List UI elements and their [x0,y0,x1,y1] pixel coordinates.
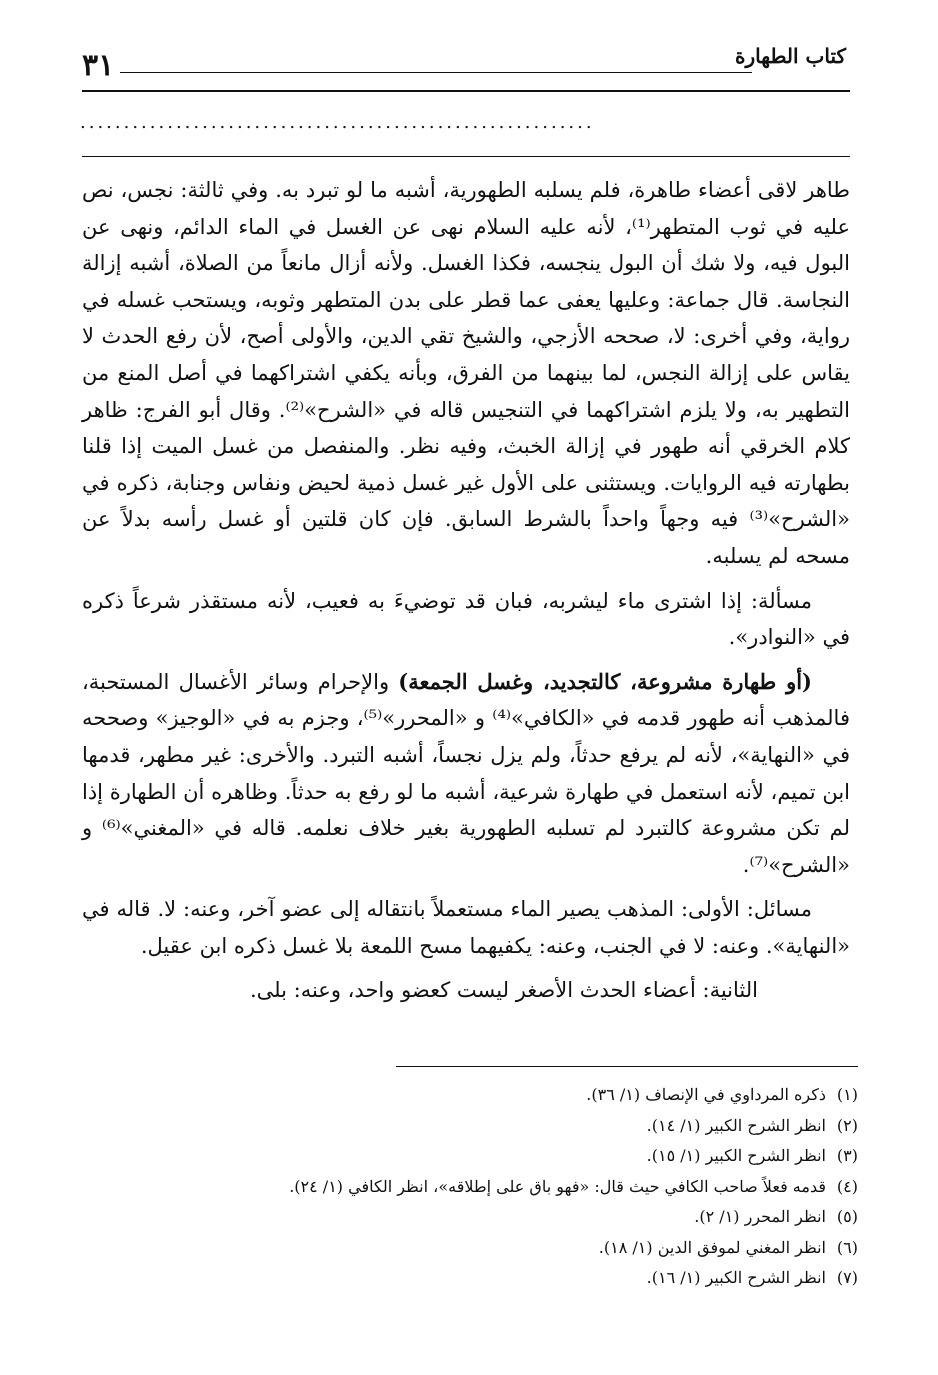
footnote-text: انظر الشرح الكبير (١/ ١٦). [646,1268,826,1287]
footnote-text: انظر المغني لموفق الدين (١/ ١٨). [598,1237,826,1257]
footnote-text: ذكره المرداوي في الإنصاف (١/ ٣٦). [586,1085,826,1104]
footnotes [120,1080,858,1294]
matn-separator-rule [82,156,850,157]
header-rule [82,90,850,92]
footnote-number: (٧) [836,1268,858,1287]
footnote-number: (١) [836,1085,858,1104]
footnote-1 [120,1080,858,1111]
matn-quote: (أو طهارة مشروعة، كالتجديد، وغسل الجمعة) [398,668,812,694]
footnote-number: (٢) [836,1115,858,1135]
footnote-number: (٦) [836,1237,858,1257]
commentary-body [82,172,850,1009]
footnote-number: (٤) [836,1176,858,1196]
paragraph-2: مسألة: إذا اشترى ماء ليشربه، فبان قد توضيءَ به فعيب، لأنه مستقذر شرعاً ذكره في «النوادر». [82,588,850,650]
footnote-3 [120,1141,858,1172]
footnote-text: انظر الشرح الكبير (١/ ١٤). [646,1115,826,1135]
footnote-7 [120,1263,858,1294]
footnote-text: قدمه فعلاً صاحب الكافي حيث قال: «فهو باق على إطلاقه»، انظر الكافي (١/ ٢٤). [289,1176,826,1196]
footnote-4 [120,1172,858,1203]
paragraph-3 [82,664,850,884]
footnote-rule [396,1066,858,1067]
footnote-5 [120,1202,858,1233]
footnote-number: (٣) [836,1146,858,1165]
footnote-2 [120,1111,858,1142]
running-header-title: كتاب الطهارة [735,44,846,68]
header-line [120,72,752,73]
dotted-separator: ........................................................... [80,112,595,133]
footnote-text: انظر المحرر (١/ ٢). [694,1207,826,1226]
paragraph-3-text: والإحرام وسائر الأغسال المستحبة، فالمذهب أنه طهور قدمه في «الكافي»⁽⁴⁾ و «المحرر»⁽⁵⁾، وجزم به في «الوجيز» وصححه في «النهاية»، لأنه لم يرفع حدثاً، ولم يزل نجساً، أشبه التبرد. والأخرى: غير مطهر، قدمها ابن تميم، لأنه استعمل في طهارة شرعية، أشبه ما لو رفع به حدثاً. وظاهره أن الطهارة إذا لم تكن مشروعة كالتبرد لم تسلبه الطهورية بغير خلاف نعلمه. قاله في «المغني»⁽⁶⁾ و «الشرح»⁽⁷⁾. [82,669,850,877]
footnote-number: (٥) [836,1207,858,1226]
footnote-text: انظر الشرح الكبير (١/ ١٥). [646,1146,826,1165]
paragraph-5: الثانية: أعضاء الحدث الأصغر ليست كعضو واحد، وعنه: بلى. [249,978,758,1003]
page-number: ٣١ [82,48,115,83]
paragraph-4: مسائل: الأولى: المذهب يصير الماء مستعملاً بانتقاله إلى عضو آخر، وعنه: لا. قاله في «النهاية». وعنه: لا في الجنب، وعنه: يكفيهما مسح اللمعة بلا غسل ذكره ابن عقيل. [82,897,850,958]
paragraph-1: طاهر لاقى أعضاء طاهرة، فلم يسلبه الطهورية، أشبه ما لو تبرد به. وفي ثالثة: نجس، نص عليه في ثوب المتطهر⁽¹⁾، لأنه عليه السلام نهى عن الغسل في الماء الدائم، ونهى عن البول فيه، ولا شك أن البول ينجسه، فكذا الغسل. ولأنه أزال مانعاً من الصلاة، أشبه إزالة النجاسة. قال جماعة: وعليها يعفى عما قطر على بدن المتطهر وثوبه، ويستحب غسله في رواية، وفي أخرى: لا، صححه الأزجي، والشيخ تقي الدين، والأولى أصح، لأن رفع الحدث لا يقاس على إزالة النجس، لما بينهما من الفرق، وبأنه يكفي اشتراكهما في أصل المنع من التطهير به، ولا يلزم اشتراكهما في التنجيس قاله في «الشرح»⁽²⁾. وقال أبو الفرج: ظاهر كلام الخرقي أنه طهور في إزالة الخبث، وفيه نظر. والمنفصل من غسل الميت إذا قلنا بطهارته فيه الروايات. ويستثنى على الأول غير غسل ذمية لحيض ونفاس وجنابة، ذكره في «الشرح»⁽³⁾ فيه وجهاً واحداً بالشرط السابق. فإن كان قلتين أو غسل رأسه بدلاً عن مسحه لم يسلبه. [82,178,850,568]
footnote-6 [120,1233,858,1264]
